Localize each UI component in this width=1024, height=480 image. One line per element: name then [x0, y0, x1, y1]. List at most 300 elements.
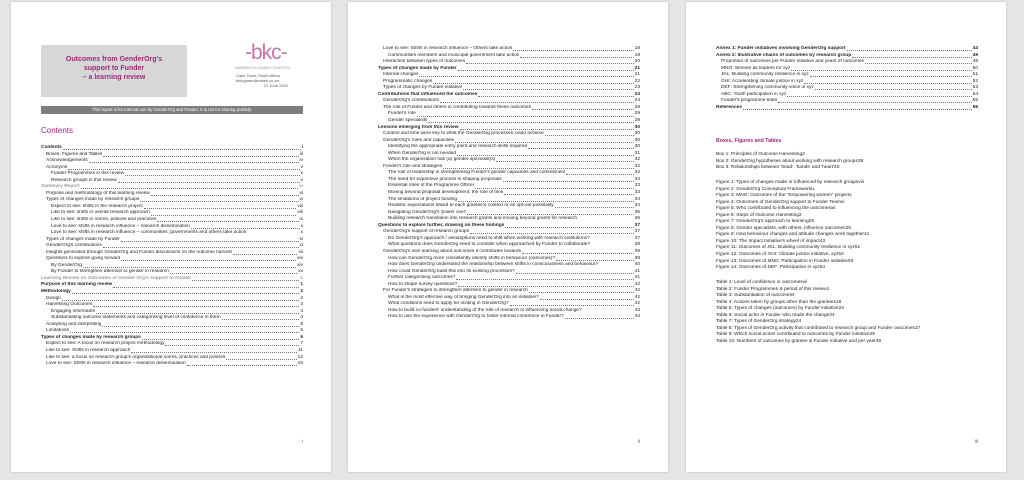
toc-entry-page: 4: [792, 293, 795, 299]
email-line: bklugman@mweb.co.za: [236, 78, 279, 83]
toc-entry-title: How could GenderOrg build this into its existing processes?: [388, 268, 515, 274]
toc-entry-page: 18: [634, 46, 640, 51]
dot-leader: [528, 148, 633, 149]
dot-leader: [522, 253, 634, 254]
toc-entry-page: v: [300, 171, 303, 177]
toc-entry-page: 2: [802, 152, 805, 157]
toc-entry-page: 24: [634, 98, 640, 104]
dot-leader: [457, 155, 634, 156]
dot-leader: [443, 168, 633, 169]
toc-entry-title: Essential roles of the Programme Officer: [388, 183, 475, 189]
toc-entry-title: Questions to explore further, drawing on these findings: [378, 222, 505, 228]
toc-entry-title: When GenderOrg is not needed: [388, 150, 456, 156]
toc-entry-title: GenderOrg's roles and capacities: [383, 137, 455, 143]
dot-leader: [140, 201, 298, 202]
dot-leader: [478, 96, 633, 97]
page-number: iii: [974, 439, 978, 445]
toc-entry-title: Contents: [41, 145, 62, 150]
dot-leader: [545, 135, 634, 136]
dot-leader: [815, 89, 972, 90]
toc-entry-title: Box 1: Principles of Outcome Harvesting: [716, 152, 803, 157]
toc-entry-title: Acronyms: [46, 164, 68, 170]
toc-entry-page: vi: [299, 190, 303, 196]
toc-entry-title: Acknowledgements: [46, 158, 88, 164]
toc-entry-title: Types of changes made by research groups: [46, 197, 140, 203]
tables-list: [716, 280, 978, 345]
toc-entry-page: 2: [300, 289, 303, 295]
dot-leader: [529, 292, 634, 293]
toc-entry-title: Proportion of outcomes per Funder initiative and years of outcomes: [721, 59, 864, 65]
toc-entry-page: x: [300, 223, 303, 229]
toc-entry-page: 49: [972, 59, 978, 65]
toc-entry-title: Figure 6: Steps of Outcome Harvesting: [716, 212, 799, 218]
toc-entry-page: 1: [300, 275, 303, 281]
dot-leader: [103, 156, 298, 157]
toc-entry-title: MNO: Women as leaders for xyz: [721, 65, 791, 71]
dot-leader: [520, 57, 633, 58]
dot-leader: [466, 63, 634, 64]
dot-leader: [532, 109, 634, 110]
toc-entry-title: What is the most effective way of bringing GenderOrg into an initiative?: [388, 294, 539, 300]
toc-entry-title: The limitations of project funding: [388, 196, 458, 202]
toc-entry-page: xv: [298, 269, 303, 275]
toc-entry-title: The need for expansive process in shaping proposals: [388, 176, 502, 182]
toc-entry-title: Learning Review on Outcomes of Gender Org's support to Funder: [41, 275, 192, 281]
toc-entry-title: Analysing and interpreting: [46, 321, 102, 327]
toc-entry-page: vi: [299, 197, 303, 203]
toc-entry-page: 51: [972, 72, 978, 78]
toc-entry-page: 20: [634, 59, 640, 65]
toc-entry-page: 33: [634, 176, 640, 182]
toc-entry-title: Harvesting Outcomes: [46, 302, 93, 308]
boxes-figures-tables-heading: Boxes, Figures and Tables: [716, 138, 782, 144]
toc-entry-page: ix: [811, 186, 815, 192]
toc-entry-page: 39: [634, 242, 640, 248]
dot-leader: [96, 313, 299, 314]
toc-entry-page: 34: [634, 196, 640, 202]
dot-leader: [504, 194, 633, 195]
dot-leader: [778, 102, 971, 103]
toc-entry-page: 51: [854, 245, 861, 251]
toc-entry-page: 21: [634, 72, 640, 78]
toc-entry-title: Figure 2: GenderOrg Conceptual Framework: [716, 186, 812, 192]
dot-leader: [791, 70, 971, 71]
toc-entry-title: Types of changes made by Funder: [46, 236, 120, 242]
toc-entry-title: Design: [46, 295, 61, 301]
toc-entry-title: How to use the experience with GenderOrg to foster internal coherence in Funder?: [388, 314, 564, 320]
dot-leader: [222, 319, 300, 320]
dot-leader: [503, 181, 634, 182]
dot-leader: [440, 102, 634, 103]
toc-entry-page: 40: [834, 165, 840, 171]
dot-leader: [102, 326, 299, 327]
toc-entry-page: 2: [798, 212, 802, 218]
toc-entry-title: The role of Funder and others in contributing towards these outcomes: [383, 104, 531, 110]
toc-entry-title: Identifying the appropriate entry point and research skills required: [388, 144, 528, 150]
toc-entry-title: Types of changes made by Funder: [378, 65, 457, 71]
toc-entry-page: 41: [634, 275, 640, 281]
toc-entry[interactable]: [716, 339, 978, 346]
report-title-line: – a learning review: [82, 74, 146, 81]
report-title-line: support to Funder: [83, 65, 145, 72]
toc-entry-page: 37: [634, 222, 640, 228]
dot-leader: [68, 169, 299, 170]
toc-entry-title: Internal changes: [383, 72, 419, 78]
toc-entry-title: Table 2: Funder Programmes & period of this review: [716, 286, 827, 292]
toc-entry-page: 32: [634, 170, 640, 176]
dot-leader: [458, 70, 634, 71]
toc-entry-page: 1: [826, 286, 830, 292]
dot-leader: [556, 260, 633, 261]
toc-entry-title: Types of changes made by research groups: [41, 334, 141, 340]
toc-entry-title: Love to see: shifts in research influence – research dissemination: [51, 223, 190, 229]
dot-leader: [233, 254, 298, 255]
toc-entry-title: Expect to see: shifts in the research project: [51, 203, 143, 209]
toc-entry-title: GenderOrg's support of research groups: [383, 229, 469, 235]
toc-entry-page: 32: [634, 163, 640, 169]
toc-entry-page: 49: [972, 52, 978, 58]
toc-entry-page: 43: [819, 238, 826, 244]
toc-entry-page: xiv: [297, 262, 303, 268]
toc-entry-page: 43: [634, 307, 640, 313]
toc-entry-page: viii: [858, 180, 864, 185]
toc-entry-page: 4: [300, 315, 303, 321]
toc-entry-title: Moving beyond proposal development: the role of time: [388, 190, 504, 196]
toc-entry-title: GenderOrg's own learning about outcomes it contributes towards: [383, 248, 521, 254]
toc-entry-title: Figure 8: Gender specialists, with others, influence outcomes: [716, 225, 846, 231]
figures-list: [716, 180, 978, 272]
dot-leader: [540, 299, 634, 300]
dot-leader: [187, 365, 297, 366]
toc-entry-page: 27: [914, 325, 921, 331]
toc-entry-title: GenderOrg's contributions: [46, 243, 102, 249]
toc-entry-page: 3: [300, 302, 303, 308]
boxes-list: [716, 152, 978, 172]
toc-entry[interactable]: [378, 314, 640, 321]
toc-entry-page: 31: [634, 150, 640, 156]
toc-entry-page: 56: [972, 104, 978, 110]
dot-leader: [433, 83, 633, 84]
toc-entry-title: Annex 1: Funder initiatives involving GenderOrg support: [716, 46, 846, 51]
toc-entry-title: References: [716, 104, 742, 110]
toc-entry-page: 54: [819, 265, 826, 271]
dot-leader: [458, 201, 634, 202]
toc-entry-title: What conditions need to apply for inviting in GenderOrg?: [388, 301, 509, 307]
dot-leader: [113, 287, 299, 288]
toc-entry-title: Table 1: Level of confidence in outcomes: [716, 280, 803, 285]
toc-entry-page: 28: [634, 104, 640, 110]
table-of-contents-continued: [378, 46, 640, 321]
toc-entry-title: When the organisation has (a) gender specialist(s): [388, 157, 496, 163]
dot-leader: [510, 305, 634, 306]
table-of-contents-annexes: [716, 46, 978, 111]
toc-entry-page: 36: [634, 216, 640, 222]
toc-entry-page: xi: [840, 199, 845, 205]
toc-entry-title: Table 8: Types of GenderOrg activity that contributed to research group and Funder outcomes: [716, 325, 915, 331]
toc-entry-page: 33: [634, 190, 640, 196]
toc-entry-title: Love to see: shifts in research influence – communities, governments and others take action: [51, 230, 247, 236]
dot-leader: [458, 286, 633, 287]
page-number: i: [301, 439, 303, 445]
toc-entry[interactable]: [716, 265, 978, 272]
page-number: ii: [637, 439, 640, 445]
toc-entry-title: Box 2: GenderOrg hypotheses about working with research groups: [716, 158, 858, 164]
toc-entry-page: 29: [634, 111, 640, 117]
toc-entry-title: Figure 11: Outcomes of JKL: Building community resilience in xyz: [716, 245, 855, 251]
toc-entry-title: Contributions that influenced the outcomes: [378, 91, 478, 97]
toc-entry-page: iv: [299, 158, 303, 164]
toc-entry-page: 30: [634, 137, 640, 143]
toc-entry-title: Questions to explore going forward: [46, 256, 121, 262]
toc-entry-page: vi: [298, 184, 303, 190]
toc-entry-title: Purpose and methodology of this learning review: [46, 190, 150, 196]
toc-entry-page: 42: [634, 294, 640, 300]
dot-leader: [165, 345, 299, 346]
toc-entry-title: Figure 1: Types of changes made or influenced by research groups: [716, 180, 859, 185]
toc-entry-title: How to shape survey questions?: [388, 281, 458, 287]
toc-entry-page: 18: [836, 299, 842, 305]
toc-entry[interactable]: [716, 165, 978, 172]
toc-entry-title: Do GenderOrg's approach / assumptions need to shift when working with research institutions?: [388, 235, 590, 241]
toc-entry-title: Interaction between types of outcomes: [383, 59, 466, 65]
toc-entry-title: Figure 10: The Impact Initiative's wheel of impact: [716, 238, 820, 244]
toc-entry-page: ix: [299, 217, 303, 223]
toc-entry-title: Figure 9: How behaviour changes and attitude changes work together: [716, 232, 864, 238]
toc-entry-page: xi: [299, 243, 303, 249]
dot-leader: [63, 149, 301, 150]
toc-entry-page: 33: [634, 183, 640, 189]
toc-entry-title: Engaging informants: [51, 308, 95, 314]
dot-leader: [865, 63, 972, 64]
dot-leader: [121, 260, 296, 261]
toc-entry-title: Funder's role and strategies: [383, 163, 443, 169]
dot-leader: [81, 188, 298, 189]
toc-entry-title: Insights generated through GenderOrg and Funder discussions on the outcome harvest: [46, 249, 232, 255]
dot-leader: [810, 76, 972, 77]
toc-entry-page: 42: [634, 288, 640, 294]
toc-entry-title: Funder's programme team: [721, 98, 778, 104]
dot-leader: [191, 228, 300, 229]
dot-leader: [83, 267, 296, 268]
toc-entry-page: 6: [300, 334, 303, 340]
toc-entry-page: viii: [297, 203, 303, 209]
toc-entry-page: 5: [300, 328, 303, 334]
confidentiality-banner: This report is for internal use by GenderOrg and Funder. It is not for sharing publicly.: [41, 106, 303, 114]
toc-entry-page: xii: [830, 206, 836, 212]
toc-entry-page: 22: [634, 78, 640, 84]
toc-entry-title: Figure 14: Outcomes of DEF: Participation in xyz: [716, 265, 820, 271]
toc-entry-page: 29: [634, 118, 640, 124]
toc-entry-title: Navigating GenderOrg's 'power over': [388, 209, 467, 215]
dot-leader: [555, 207, 634, 208]
toc-entry-page: 39: [634, 248, 640, 254]
toc-entry-page: 55: [972, 98, 978, 104]
toc-entry-title: Figure 3: MNO: Outcomes of the "Empowering women" project: [716, 193, 850, 199]
toc-entry-page: 53: [972, 85, 978, 91]
toc-entry-title: Table 4: Actions taken by groups other than the grantees: [716, 299, 837, 305]
toc-entry-page: 32: [634, 157, 640, 163]
document-page-1: [11, 2, 331, 472]
toc-entry-title: By Funder to strengthen attention to gender in research: [51, 269, 169, 275]
toc-entry-page: 5: [300, 321, 303, 327]
toc-entry-title: Substantiating outcome statements and categorising level of confidence in them: [51, 315, 221, 321]
toc-entry-title: For Funder's strategies to strengthen attention to gender in research: [383, 288, 528, 294]
dot-leader: [804, 83, 971, 84]
toc-entry-page: 30: [634, 144, 640, 150]
toc-entry-title: What questions does GenderOrg need to consider when approached by Funder to collaborate?: [388, 242, 591, 248]
toc-entry-page: 52: [838, 252, 844, 258]
dot-leader: [144, 208, 297, 209]
report-title-line: Outcomes from GenderOrg's: [65, 56, 163, 63]
dot-leader: [505, 227, 633, 228]
toc-entry-title: How to build co-funders' understanding of the role of research in influencing social change?: [388, 307, 582, 313]
toc-entry[interactable]: [716, 105, 978, 112]
dot-leader: [93, 306, 299, 307]
dot-leader: [170, 273, 297, 274]
toc-entry-title: How does GenderOrg understand the relationship between shifts in consciousness and behaviour?: [388, 262, 599, 268]
toc-entry-title: Context and time were key to what the GenderOrg processes could achieve: [383, 131, 544, 137]
toc-entry-title: Table 9: Which social actors contributed to outcomes by Funder initiative: [716, 332, 870, 338]
toc-entry-title: Boxes, Figures and Tables: [46, 151, 103, 157]
toc-entry-page: 35: [634, 209, 640, 215]
toc-entry-page: 37: [634, 235, 640, 241]
report-title-box: [41, 45, 187, 97]
toc-entry-title: The role of leadership in strengthening Funder's gender capacities and commitment: [388, 170, 566, 176]
toc-entry-title: GenderOrg's contributions: [383, 98, 439, 104]
dot-leader: [118, 182, 300, 183]
toc-entry-page: 37: [634, 229, 640, 235]
toc-entry-page: 23: [634, 85, 640, 91]
toc-entry-title: Table 7: Types of GenderOrg strategy: [716, 319, 796, 325]
toc-entry-title: Further categorising outcomes?: [388, 275, 456, 281]
toc-entry-page: 30: [634, 131, 640, 137]
toc-entry-title: Table 6: Social actor in Funder who made the change: [716, 312, 830, 318]
toc-entry-page: 39: [634, 255, 640, 261]
dot-leader: [470, 233, 634, 234]
toc-entry-page: x: [849, 193, 852, 199]
report-date: 21 June 2022: [263, 83, 288, 88]
toc-entry-title: Figure 5: Who contributed to influencing the outcomes: [716, 206, 831, 212]
toc-entry-page: 24: [634, 91, 640, 97]
bkc-logo: -bkc-: [245, 41, 287, 64]
toc-entry-title: Research groups in this review: [51, 177, 117, 183]
toc-entry-title: JKL: Building community resilience in xyz: [721, 72, 809, 78]
toc-entry-title: Like to see: shifts in overall research approach: [51, 210, 150, 216]
toc-entry-title: Box 3: Relationships between 'head', 'hands' and 'heart': [716, 165, 835, 171]
dot-leader: [151, 215, 296, 216]
dot-leader: [62, 300, 299, 301]
toc-entry-title: Communities members and municipal government take action: [388, 52, 520, 58]
dot-leader: [417, 116, 634, 117]
toc-entry-page: 41: [864, 232, 870, 238]
dot-leader: [516, 273, 634, 274]
toc-entry-page: xi: [299, 236, 303, 242]
dot-leader: [428, 122, 633, 123]
document-page-3: [686, 2, 1006, 472]
address-line: Cape Town, South Africa: [236, 73, 280, 78]
toc-entry-page: 41: [634, 268, 640, 274]
toc-entry-title: Building research translation into research grants and moving beyond grants for research: [388, 216, 578, 222]
toc-entry-page: 44: [634, 314, 640, 320]
toc-entry-title: Like to see: a focus on research group's organisational norms, practices and policies: [46, 354, 226, 360]
toc-entry-title: Types of changes by Funder initiative: [383, 85, 463, 91]
toc-entry-title: Funder Programmes in this review: [51, 171, 125, 177]
toc-entry-title: Annex 2: Illustrative chains of outcomes by research group: [716, 52, 852, 58]
toc-entry-page: 24: [838, 306, 844, 312]
toc-entry-title: How can GenderOrg more consistently identify shifts in behaviour (outcomes)?: [388, 255, 556, 261]
dot-leader: [131, 352, 297, 353]
toc-entry-title: Gender specialists: [388, 118, 428, 124]
toc-entry-title: Methodology: [41, 289, 71, 295]
dot-leader: [125, 175, 300, 176]
toc-entry-page: 1: [300, 282, 303, 288]
dot-leader: [419, 76, 633, 77]
toc-entry-page: 12: [297, 354, 303, 360]
dot-leader: [103, 247, 299, 248]
toc-entry-title: GHI: Accelerating climate justice in xyz: [721, 78, 804, 84]
toc-entry-page: 50: [972, 65, 978, 71]
toc-entry-page: 11: [298, 347, 303, 353]
toc-entry-page: 7: [300, 341, 303, 347]
toc-entry-title: Figure 13: Outcomes of MNO: Participation in Funder initiative: [716, 258, 848, 264]
toc-entry-title: Programmatic changes: [383, 78, 433, 84]
toc-entry-page: 52: [972, 78, 978, 84]
toc-entry[interactable]: [41, 361, 303, 368]
dot-leader: [142, 339, 299, 340]
toc-entry-title: Love to see: Shifts in research influence – research dissemination: [46, 361, 186, 367]
toc-entry-title: Figure 12: Outcomes of GHI: Climate justice initiative, xyz: [716, 252, 839, 258]
toc-entry-page: 49: [875, 338, 882, 344]
toc-entry-page: 38: [857, 158, 864, 164]
dot-leader: [513, 50, 633, 51]
toc-entry-title: Like to see: Shifts in research approach: [46, 347, 131, 353]
toc-entry-page: v: [300, 164, 303, 170]
toc-entry-title: Purpose of this learning review: [41, 282, 113, 288]
toc-entry-title: Like to see: shifts in norms, policies and practices: [51, 217, 157, 223]
toc-entry-page: 21: [634, 65, 640, 71]
toc-entry-page: 24: [829, 312, 835, 318]
toc-entry-title: Love to see: Shifts in research influence – Others take action: [383, 46, 513, 51]
toc-entry-page: 54: [972, 91, 978, 97]
toc-entry-title: Table 10: Numbers of outcomes by grantee & Funder initiative and per year: [716, 338, 876, 344]
toc-entry-page: vii: [802, 280, 808, 285]
dot-leader: [151, 195, 299, 196]
toc-entry-title: DEF: Strengthening community voice in xyz: [721, 85, 814, 91]
dot-leader: [226, 359, 296, 360]
dot-leader: [852, 57, 972, 58]
toc-entry-page: 25: [808, 219, 814, 225]
dot-leader: [89, 162, 299, 163]
dot-leader: [70, 332, 299, 333]
dot-leader: [121, 241, 299, 242]
toc-entry-title: Summary Report: [41, 184, 80, 190]
address-block: [236, 73, 288, 88]
toc-entry-title: Funder's role: [388, 111, 416, 117]
dot-leader: [787, 96, 971, 97]
dot-leader: [456, 279, 633, 280]
toc-entry-page: 42: [634, 301, 640, 307]
toc-entry-title: Table 5: Types of changes (outcomes) by Funder initiative: [716, 306, 839, 312]
dot-leader: [565, 318, 634, 319]
contents-heading: Contents: [41, 126, 74, 135]
dot-leader: [566, 174, 633, 175]
toc-entry-page: 16: [297, 361, 303, 367]
toc-entry-page: i: [301, 145, 303, 150]
dot-leader: [157, 221, 298, 222]
toc-entry-page: viii: [297, 210, 303, 216]
toc-entry-page: iii: [299, 151, 303, 157]
toc-entry-title: Figure 7: GenderOrg's approach to learning: [716, 219, 809, 225]
